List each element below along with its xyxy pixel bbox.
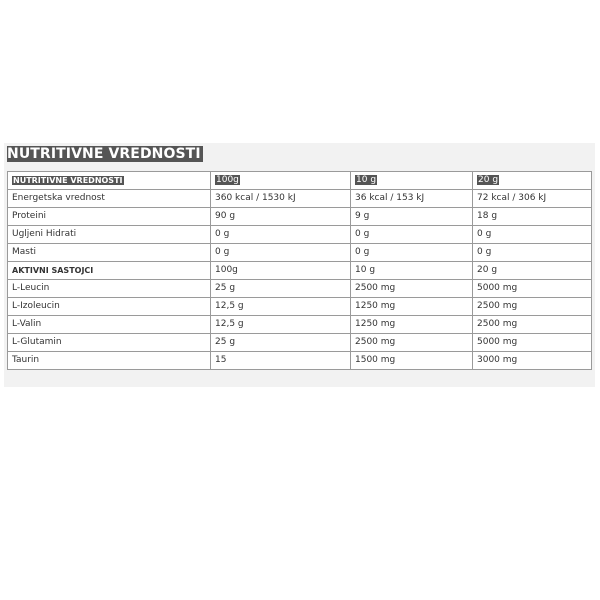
table-row: [8, 352, 592, 370]
table-cell: Proteini: [8, 208, 211, 226]
table-cell: Taurin: [8, 352, 211, 370]
table-cell: 36 kcal / 153 kJ: [351, 190, 473, 208]
table-row: [8, 244, 592, 262]
table-cell: L-Glutamin: [8, 334, 211, 352]
table-cell: Energetska vrednost: [8, 190, 211, 208]
table-cell: 0 g: [351, 244, 473, 262]
section-heading-text: NUTRITIVNE VREDNOSTI: [7, 146, 201, 162]
table-cell: 9 g: [351, 208, 473, 226]
table-cell: 25 g: [211, 280, 351, 298]
table-row: [8, 316, 592, 334]
table-cell: 15: [211, 352, 351, 370]
table-cell: 20 g: [473, 262, 592, 280]
table-row: [8, 334, 592, 352]
table-cell: L-Izoleucin: [8, 298, 211, 316]
table-cell: 12,5 g: [211, 316, 351, 334]
nutrition-table: [7, 171, 592, 370]
header-cell-text: NUTRITIVNE VREDNOSTI: [13, 176, 123, 185]
table-cell: 25 g: [211, 334, 351, 352]
table-cell: 90 g: [211, 208, 351, 226]
table-cell: 5000 mg: [473, 334, 592, 352]
table-subheader-row: [8, 262, 592, 280]
table-cell: 360 kcal / 1530 kJ: [211, 190, 351, 208]
table-cell: 1250 mg: [351, 316, 473, 334]
table-cell: L-Valin: [8, 316, 211, 334]
table-cell: 10 g: [351, 262, 473, 280]
table-row: [8, 208, 592, 226]
table-cell: 18 g: [473, 208, 592, 226]
table-cell: L-Leucin: [8, 280, 211, 298]
table-cell: 1250 mg: [351, 298, 473, 316]
table-cell: AKTIVNI SASTOJCI: [8, 262, 211, 280]
header-cell-text: 20 g: [478, 175, 499, 185]
table-cell: 5000 mg: [473, 280, 592, 298]
table-cell: 0 g: [473, 244, 592, 262]
table-row: [8, 298, 592, 316]
table-cell: Masti: [8, 244, 211, 262]
table-cell: 1500 mg: [351, 352, 473, 370]
table-row: [8, 280, 592, 298]
table-header-row: [8, 172, 592, 190]
header-cell: [473, 172, 592, 190]
table-cell: 12,5 g: [211, 298, 351, 316]
table-cell: 2500 mg: [473, 316, 592, 334]
table-cell: 3000 mg: [473, 352, 592, 370]
header-cell: [8, 172, 211, 190]
header-cell-text: 100g: [216, 175, 239, 185]
header-cell: [211, 172, 351, 190]
table-cell: 72 kcal / 306 kJ: [473, 190, 592, 208]
header-cell-text: 10 g: [356, 175, 377, 185]
table-row: [8, 226, 592, 244]
table-cell: 0 g: [211, 226, 351, 244]
section-heading: [7, 146, 203, 163]
table-cell: Ugljeni Hidrati: [8, 226, 211, 244]
table-row: [8, 190, 592, 208]
header-cell: [351, 172, 473, 190]
table-cell: 0 g: [473, 226, 592, 244]
table-cell: 0 g: [351, 226, 473, 244]
table-cell: 0 g: [211, 244, 351, 262]
table-cell: 100g: [211, 262, 351, 280]
table-cell: 2500 mg: [351, 334, 473, 352]
table-cell: 2500 mg: [351, 280, 473, 298]
table-cell: 2500 mg: [473, 298, 592, 316]
